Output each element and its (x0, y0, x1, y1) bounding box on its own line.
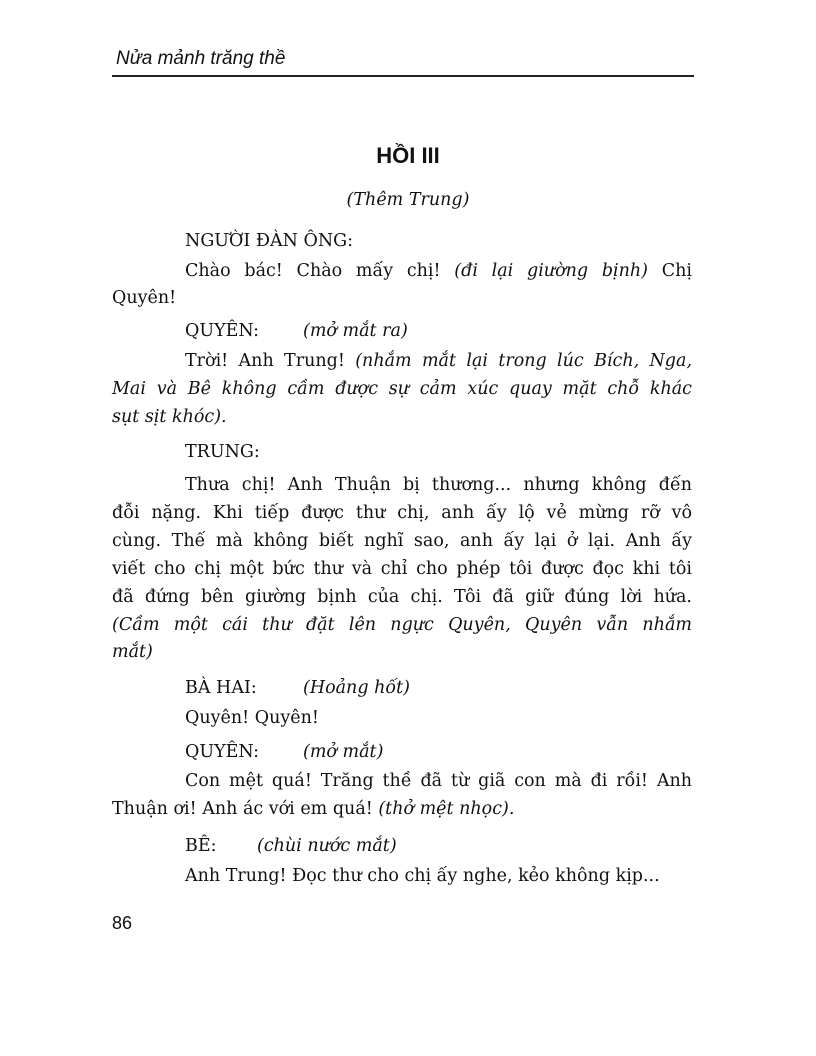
dialogue-line: đỗi nặng. Khi tiếp được thư chị, anh ấy lộ vẻ mừng rỡ vô (112, 503, 692, 523)
dialogue-line: Chào bác! Chào mấy chị! (đi lại giường bịnh) Chị (185, 261, 692, 281)
stage-direction-line: sụt sịt khóc). (112, 407, 227, 427)
dialogue-line: Quyên! (112, 288, 177, 308)
speaker-line: BÀ HAI: (Hoảng hốt) (185, 678, 410, 698)
stage-direction-line: (Cầm một cái thư đặt lên ngực Quyên, Quyên vẫn nhắm (112, 615, 692, 635)
dialogue-line: cùng. Thế mà không biết nghĩ sao, anh ấy lại ở lại. Anh ấy (112, 531, 692, 551)
stage-direction-line: Mai và Bê không cầm được sự cảm xúc quay mặt chỗ khác (112, 379, 692, 399)
dialogue-line: viết cho chị một bức thư và chỉ cho phép tôi được đọc khi tôi (112, 559, 692, 579)
dialogue-line: Thuận ơi! Anh ác với em quá! (thở mệt nhọc). (112, 799, 515, 819)
dialogue-line: Quyên! Quyên! (185, 708, 319, 728)
act-title: HỒI III (376, 143, 440, 168)
dialogue-line: Anh Trung! Đọc thư cho chị ấy nghe, kẻo không kịp... (185, 866, 660, 886)
dialogue-line: đã đứng bên giường bịnh của chị. Tôi đã giữ đúng lời hứa. (112, 587, 692, 607)
header-rule (112, 75, 694, 77)
dialogue-line: Thưa chị! Anh Thuận bị thương... nhưng không đến (185, 475, 692, 495)
speaker-line: TRUNG: (185, 442, 260, 462)
scene-note: (Thêm Trung) (346, 190, 470, 210)
dialogue-line: Trời! Anh Trung! (nhắm mắt lại trong lúc Bích, Nga, (185, 351, 693, 371)
page-number: 86 (112, 913, 133, 933)
speaker-line: BÊ: (chùi nước mắt) (185, 836, 397, 856)
stage-direction-line: mắt) (112, 642, 153, 662)
dialogue-line: Con mệt quá! Trăng thề đã từ giã con mà đi rồi! Anh (185, 771, 692, 791)
speaker-line: NGƯỜI ĐÀN ÔNG: (185, 231, 354, 251)
speaker-line: QUYÊN: (mở mắt ra) (185, 321, 408, 341)
speaker-line: QUYÊN: (mở mắt) (185, 742, 384, 762)
running-header: Nửa mảnh trăng thề (116, 48, 286, 69)
